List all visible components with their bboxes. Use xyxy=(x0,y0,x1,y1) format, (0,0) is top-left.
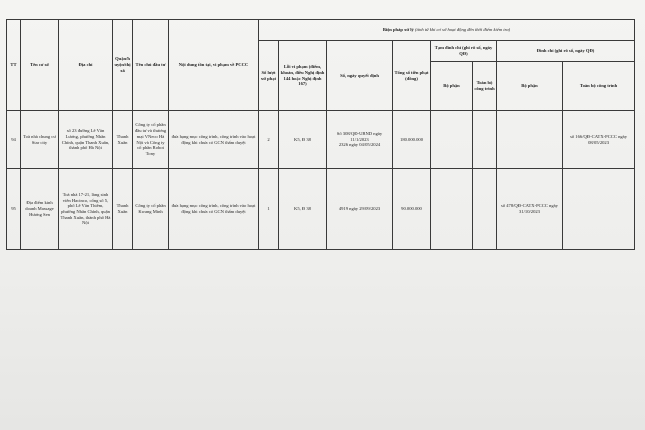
col-tam-toan-bo: Toàn bộ công trình xyxy=(473,62,497,111)
cell-so-luot: 1 xyxy=(259,169,279,250)
col-dinh-toan-bo: Toàn bộ công trình xyxy=(563,62,635,111)
table-row xyxy=(7,111,635,169)
cell-tam-bo-phan xyxy=(431,169,473,250)
cell-noi-dung: đưa hạng mục công trình, công trình vào hoạt động khi chưa có GCN thẩm duyệt xyxy=(169,111,259,169)
cell-tam-toan-bo xyxy=(473,169,497,250)
col-tam-bo-phan: Bộ phận xyxy=(431,62,473,111)
cell-dia-chi: Toà nhà 17-21, làng sinh viên Hacinco, cổng số 5, phố Lê Văn Thiêm, phường Nhân Chính, quận Thanh Xuân, thành phố Hà Nội xyxy=(59,169,113,250)
cell-tt: 94 xyxy=(7,111,21,169)
col-tong-tien: Tổng số tiền phạt (đồng) xyxy=(393,41,431,111)
cell-quan-huyen: Thanh Xuân xyxy=(113,111,133,169)
qd-line-2: 2326 ngày 04/05/2024 xyxy=(338,142,381,148)
col-ten-co-so: Tên cơ sở xyxy=(21,20,59,111)
qd-line-1: 4919 ngày 29/09/2023 xyxy=(338,206,381,212)
cell-noi-dung: đưa hạng mục công trình, công trình vào hoạt động khi chưa có GCN thẩm duyệt xyxy=(169,169,259,250)
col-loi-vi-pham: Lỗi vi phạm (điểm, khoản, điều Nghị định 144 hoặc Nghị định 167) xyxy=(279,41,327,111)
col-bien-phap xyxy=(259,20,635,41)
cell-loi-vi-pham: K5, Đ 38 xyxy=(279,111,327,169)
col-dinh-bo-phan: Bộ phận xyxy=(497,62,563,111)
cell-so-ngay-qd xyxy=(327,169,393,250)
col-so-ngay-qd: Số, ngày quyết định xyxy=(327,41,393,111)
col-dinh-chi: Đình chỉ (ghi rõ số, ngày QĐ) xyxy=(497,41,635,62)
col-so-luot: Số lượt xử phạt xyxy=(259,41,279,111)
cell-tien-phat: 180.000.000 xyxy=(393,111,431,169)
bien-phap-title: Biện pháp xử lý xyxy=(382,27,414,33)
cell-tien-phat: 90.000.000 xyxy=(393,169,431,250)
col-tt: TT xyxy=(7,20,21,111)
col-noi-dung: Nội dung tồn tại, vi phạm về PCCC xyxy=(169,20,259,111)
cell-tam-bo-phan xyxy=(431,111,473,169)
col-quan-huyen: Quận/huyện/thị xã xyxy=(113,20,133,111)
cell-tam-toan-bo xyxy=(473,111,497,169)
cell-quan-huyen: Thanh Xuân xyxy=(113,169,133,250)
cell-dinh-bo-phan: số 478/QĐ-CATX-PCCC ngày 31/10/2023 xyxy=(497,169,563,250)
violation-table xyxy=(6,19,635,250)
cell-dia-chi: số 23 đường Lê Văn Lương, phường Nhân Chính, quận Thanh Xuân, thành phố Hà Nội xyxy=(59,111,113,169)
col-dia-chi: Địa chỉ xyxy=(59,20,113,111)
cell-chu-dau-tu: Công ty cổ phần đầu tư và thương mại VNeco Hà Nội và Công ty cổ phần Robot Tony xyxy=(133,111,169,169)
cell-ten-co-so: Địa điểm kinh doanh Massage Hương Sen xyxy=(21,169,59,250)
cell-tt: 95 xyxy=(7,169,21,250)
table-row xyxy=(7,169,635,250)
cell-dinh-toan-bo xyxy=(563,169,635,250)
cell-loi-vi-pham: K5, Đ 38 xyxy=(279,169,327,250)
col-tam-dinh-chi: Tạm đình chỉ (ghi rõ số, ngày QĐ) xyxy=(431,41,497,62)
qd-line-1: Số 308/QĐ-UBND ngày 11/1/2023 xyxy=(336,130,383,142)
cell-chu-dau-tu: Công ty cổ phần Kwang Minh xyxy=(133,169,169,250)
bien-phap-note: (tính từ khi cơ sở hoạt động đến thời điểm kiểm tra) xyxy=(415,27,511,33)
cell-dinh-toan-bo: số 166/QĐ-CATX-PCCC ngày 08/05/2023 xyxy=(563,111,635,169)
cell-dinh-bo-phan xyxy=(497,111,563,169)
col-chu-dau-tu: Tên chủ đầu tư xyxy=(133,20,169,111)
cell-so-ngay-qd xyxy=(327,111,393,169)
header-row-1 xyxy=(7,20,635,41)
cell-ten-co-so: Toà nhà chung cư Star city xyxy=(21,111,59,169)
cell-so-luot: 2 xyxy=(259,111,279,169)
